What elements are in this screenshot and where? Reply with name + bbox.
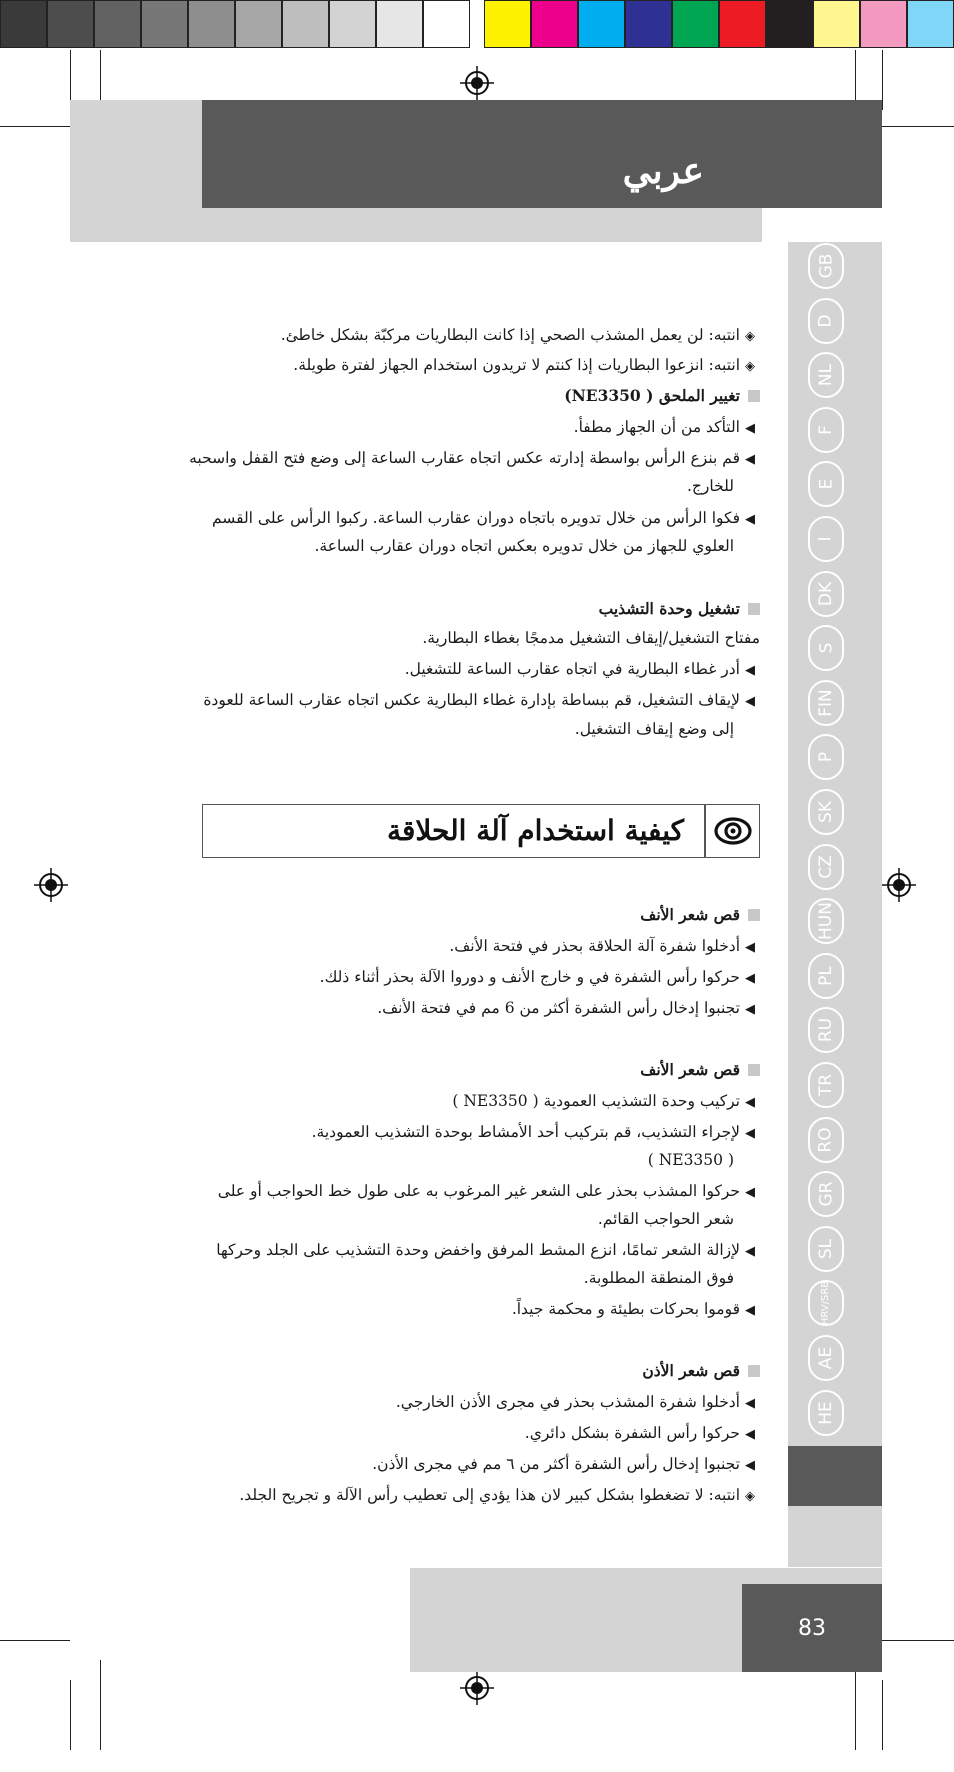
warning-diamond-icon: ◈ (745, 1489, 755, 1504)
list-item: ◀لإزالة الشعر تمامًا، انزع المشط المرفق واخفض وحدة التشذيب على الجلد وحركها (216, 1235, 760, 1267)
language-tab-i[interactable] (808, 516, 844, 562)
color-swatch (0, 0, 47, 48)
bullet-triangle-icon: ◀ (745, 421, 755, 436)
language-tab-sl[interactable] (808, 1226, 844, 1272)
bullet-triangle-icon: ◀ (745, 971, 755, 986)
crop-mark (100, 1660, 101, 1750)
sidebar-gap (762, 242, 788, 1567)
list-item-continuation: للخارج. (687, 477, 734, 495)
language-tab-label: SL (815, 1238, 836, 1260)
bullet-triangle-icon: ◀ (745, 694, 755, 709)
heading-square-icon (748, 1064, 760, 1076)
list-item: ◀حركوا رأس الشفرة بشكل دائري. (525, 1418, 760, 1450)
bullet-triangle-icon: ◀ (745, 1002, 755, 1017)
color-swatch (766, 0, 813, 48)
language-tab-s[interactable] (808, 625, 844, 671)
language-tab-ro[interactable] (808, 1117, 844, 1163)
bullet-triangle-icon: ◀ (745, 1458, 755, 1473)
list-item: ◀قوموا بحركات بطيئة و محكمة جيداً. (512, 1294, 760, 1326)
warning-text: ◈انتبه: انزعوا البطاريات إذا كنتم لا تريدون استخدام الجهاز لفترة طويلة. (293, 350, 760, 382)
language-tab-dk[interactable] (808, 571, 844, 617)
language-tab-label: I (815, 536, 836, 542)
color-swatch (813, 0, 860, 48)
heading-square-icon (748, 390, 760, 402)
section-title-divider (704, 804, 706, 858)
bullet-triangle-icon: ◀ (745, 1396, 755, 1411)
color-swatch (423, 0, 470, 48)
language-tab-label: FIN (815, 689, 836, 717)
warning-diamond-icon: ◈ (745, 329, 755, 344)
language-tab-fin[interactable] (808, 680, 844, 726)
list-item: ◀أدخلوا شفرة آلة الحلاقة بحذر في فتحة الأنف. (449, 931, 760, 963)
warning-text: ◈انتبه: لن يعمل المشذب الصحي إذا كانت البطاريات مركبّة بشكل خاطئ. (281, 320, 760, 352)
list-item: ◀لإيقاف التشغيل، قم ببساطة بإدارة غطاء البطارية عكس اتجاه عقارب الساعة للعودة (203, 685, 760, 717)
language-tab-ru[interactable] (808, 1007, 844, 1053)
section-heading: قص شعر الأنف (640, 900, 760, 930)
bullet-triangle-icon: ◀ (745, 940, 755, 955)
language-tab-label: PL (815, 966, 836, 986)
list-item-continuation: فوق المنطقة المطلوبة. (583, 1269, 734, 1287)
language-tab-label: NL (815, 363, 836, 387)
list-item: ◀أدر غطاء البطارية في اتجاه عقارب الساعة للتشغيل. (405, 654, 760, 686)
registration-mark-icon (34, 868, 68, 902)
crop-mark (0, 1640, 70, 1641)
page-title: عربي (622, 150, 704, 192)
color-swatch (484, 0, 531, 48)
crop-mark (70, 1680, 71, 1750)
list-item: ◀حركوا رأس الشفرة في و خارج الأنف و دوروا الآلة بحذر أثناء ذلك. (320, 962, 760, 994)
language-tab-nl[interactable] (808, 352, 844, 398)
language-tab-label: S (815, 642, 836, 654)
language-tab-f[interactable] (808, 407, 844, 453)
language-tab-label: HRV/SRB (820, 1280, 832, 1326)
warning-diamond-icon: ◈ (745, 359, 755, 374)
language-tab-tr[interactable] (808, 1062, 844, 1108)
language-tab-p[interactable] (808, 734, 844, 780)
language-tab-label: GB (816, 253, 836, 279)
color-swatch (860, 0, 907, 48)
list-item: ◀فكوا الرأس من خلال تدويره باتجاه دوران عقارب الساعة. ركبوا الرأس على القسم (212, 503, 760, 535)
language-tab-label: DK (816, 581, 836, 607)
section-heading: تغيير الملحق ( NE3350) (564, 381, 760, 411)
language-tab-sk[interactable] (808, 789, 844, 835)
color-swatch (625, 0, 672, 48)
language-tab-pl[interactable] (808, 953, 844, 999)
color-swatch (94, 0, 141, 48)
header-title-band (202, 100, 882, 208)
color-swatch (907, 0, 954, 48)
color-swatch (329, 0, 376, 48)
language-tab-label: RO (815, 1127, 836, 1153)
language-tab-hun[interactable] (808, 898, 844, 944)
color-swatch (282, 0, 329, 48)
page-number: 83 (798, 1615, 826, 1641)
language-tab-label: D (816, 314, 836, 328)
paragraph: مفتاح التشغيل/إيقاف التشغيل مدمجًا بغطاء البطارية. (422, 629, 760, 647)
eye-icon (712, 812, 754, 850)
heading-square-icon (748, 1365, 760, 1377)
list-item: ◀تجنبوا إدخال رأس الشفرة أكثر من ٦ مم في مجرى الأذن. (372, 1449, 760, 1481)
color-swatch (376, 0, 423, 48)
section-heading: قص شعر الأنف (640, 1055, 760, 1085)
list-item: ◀قم بنزع الرأس بواسطة إدارته عكس اتجاه عقارب الساعة إلى وضع فتح القفل واسحبه (189, 443, 760, 475)
section-title: كيفية استخدام آلة الحلاقة (386, 814, 684, 847)
warning-text: ◈انتبه: لا تضغطوا بشكل كبير لان هذا يؤدي إلى تعطيب رأس الآلة و تجريح الجلد. (239, 1480, 760, 1512)
list-item: ◀لإجراء التشذيب، قم بتركيب أحد الأمشاط بوحدة التشذيب العمودية. (312, 1117, 760, 1149)
color-swatch (235, 0, 282, 48)
language-tab-gr[interactable] (808, 1171, 844, 1217)
bullet-triangle-icon: ◀ (745, 512, 755, 527)
crop-mark (882, 126, 954, 127)
language-tab-ae[interactable] (808, 1335, 844, 1381)
crop-mark (0, 126, 70, 127)
language-tab-label: F (816, 425, 836, 435)
language-tab-label: RU (815, 1017, 836, 1043)
color-swatch (141, 0, 188, 48)
language-tab-e[interactable] (808, 461, 844, 507)
language-tab-label: HE (816, 1401, 836, 1425)
crop-mark (855, 1660, 856, 1750)
bullet-triangle-icon: ◀ (745, 1095, 755, 1110)
language-tab-d[interactable] (808, 298, 844, 344)
list-item: ◀حركوا المشذب بحذر على الشعر غير المرغوب به على طول خط الحواجب أو على (218, 1176, 760, 1208)
section-heading: قص شعر الأذن (642, 1356, 760, 1386)
color-swatch (578, 0, 625, 48)
color-swatch (719, 0, 766, 48)
color-swatch (531, 0, 578, 48)
heading-square-icon (748, 909, 760, 921)
list-item: ◀أدخلوا شفرة المشذب بحذر في مجرى الأذن الخارجي. (396, 1387, 760, 1419)
language-tab-label: P (815, 751, 836, 763)
language-tab-hrv-srb[interactable] (808, 1280, 844, 1326)
language-tab-cz[interactable] (808, 844, 844, 890)
list-item: ◀تجنبوا إدخال رأس الشفرة أكثر من 6 مم في فتحة الأنف. (377, 993, 760, 1025)
color-swatch (47, 0, 94, 48)
language-tab-label: TR (815, 1073, 836, 1097)
list-item-continuation: العلوي للجهاز من خلال تدويره بعكس اتجاه دوران عقارب الساعة. (314, 537, 734, 555)
bullet-triangle-icon: ◀ (745, 1185, 755, 1200)
bullet-triangle-icon: ◀ (745, 1126, 755, 1141)
list-item-continuation: ( NE3350 ) (647, 1151, 734, 1169)
registration-mark-icon (882, 868, 916, 902)
bullet-triangle-icon: ◀ (745, 1303, 755, 1318)
list-item: ◀التأكد من أن الجهاز مطفأ. (574, 412, 760, 444)
language-tab-label: AE (816, 1346, 836, 1370)
crop-mark (882, 1680, 883, 1750)
crop-mark (882, 1640, 954, 1641)
active-language-highlight (788, 1446, 882, 1506)
color-swatch (672, 0, 719, 48)
section-heading: تشغيل وحدة التشذيب (599, 594, 760, 624)
language-tab-label: SK (815, 801, 836, 823)
language-tab-label: HUN (816, 902, 837, 940)
bullet-triangle-icon: ◀ (745, 452, 755, 467)
language-tab-he[interactable] (808, 1390, 844, 1436)
crop-mark (882, 50, 883, 110)
heading-square-icon (748, 603, 760, 615)
bullet-triangle-icon: ◀ (745, 663, 755, 678)
language-tab-label: CZ (816, 855, 836, 879)
list-item-continuation: شعر الحواجب القائم. (597, 1210, 734, 1228)
list-item-continuation: إلى وضع إيقاف التشغيل. (574, 720, 734, 738)
bullet-triangle-icon: ◀ (745, 1427, 755, 1442)
language-tab-label: E (816, 478, 836, 490)
registration-mark-icon (460, 66, 494, 100)
language-tab-label: GR (816, 1181, 836, 1207)
color-swatch (188, 0, 235, 48)
list-item: ◀تركيب وحدة التشذيب العمودية ( NE3350 ) (452, 1086, 760, 1118)
bullet-triangle-icon: ◀ (745, 1244, 755, 1259)
registration-mark-icon (460, 1671, 494, 1705)
language-tab-gb[interactable] (808, 243, 844, 289)
